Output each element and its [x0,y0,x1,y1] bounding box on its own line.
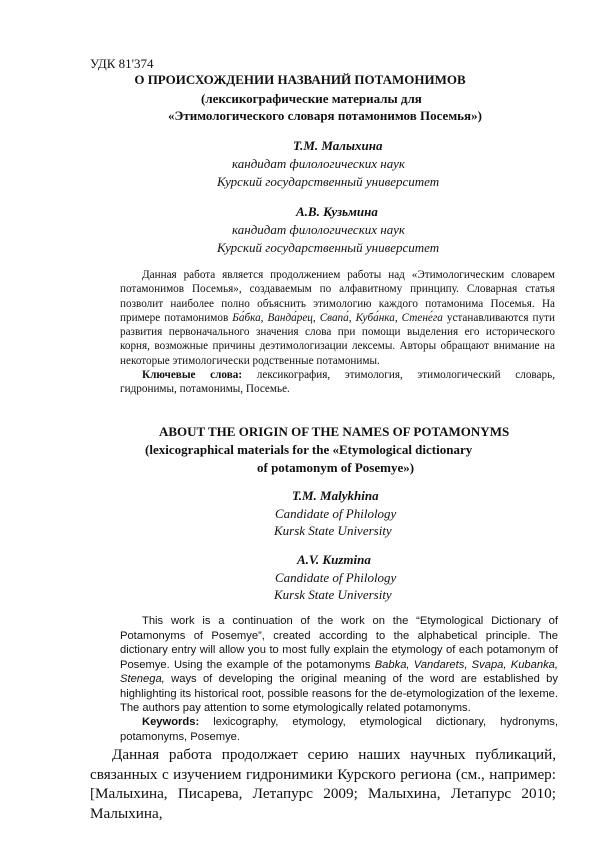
en-abstract [120,614,558,716]
en-subtitle-line-1: (lexicographical materials for the «Etymological dictionary [145,442,473,457]
ru-keywords-text: лексикография, этимология, этимологический словарь, гидронимы, потамонимы, Посемье. [120,369,556,396]
en-author-2-affiliation: Kursk State University [274,587,392,602]
ru-abstract-text-2: устанавливаются пути развития первоначального значения слова при помощи выделения его исторического корня, возможные причины деэтимологизации лексемы. Авторы обращают внимание на некоторые этимологически родственные потамонимы. [120,311,555,367]
en-keywords-text: lexicography, etymology, etymological dictionary, hydronyms, potamonyms, Posemye. [120,716,558,743]
ru-subtitle-line-1: (лексикографические материалы для [201,91,422,106]
en-author-2-name: A.V. Kuzmina [297,552,371,567]
en-keywords-label: Keywords: [142,716,200,728]
en-abstract-potamonyms: Babka, Vandarets, Svapa, Kubanka, Stenega, [120,658,559,685]
en-title: ABOUT THE ORIGIN OF THE NAMES OF POTAMONYMS [159,424,510,439]
ru-abstract [120,268,555,368]
ru-abstract-text-1: Данная работа является продолжением работы над «Этимологическим словарем потамонимов Посемья», создаваемым по алфавитному принципу. Словарная статья позволит наиболее полно объяснить этимологию каждого потамонима Посемья. На примере потамонимов [120,269,555,324]
en-author-1-degree: Candidate of Philology [275,506,397,521]
ru-keywords-label: Ключевые слова: [142,369,243,381]
ru-abstract-potamonyms: Ба́бка, Ванда́рец, Свапа́, Куба́нка, Стене́га [232,311,443,324]
en-abstract-text-2: ways of developing the original meaning of the word are established by highlighting its historical root, possible reasons for the de-etymologization of the lexeme. The authors pay attention to some etymologically related potamonyms. [120,673,558,714]
ru-keywords [120,368,555,397]
en-abstract-text-1: This work is a continuation of the work on the “Etymological Dictionary of Potamonyms of Posemye”, created according to the alphabetical principle. The dictionary entry will allow you to most fully explain the etymology of each potamonym of Posemye. Using the example of the potamonyms [120,615,558,671]
ru-author-1-name: Т.М. Малыхина [293,138,383,153]
ru-author-2-name: А.В. Кузьмина [296,204,378,219]
ru-author-2-affiliation: Курский государственный университет [217,240,440,255]
body-paragraph: Данная работа продолжает серию наших научных публикаций, связанных с изучением гидронимики Курского региона (см., например: [Малыхина, Писарева, Летапурс 2009; Малыхина, Летапурс 2010; Малыхина, [90,746,556,822]
ru-subtitle-line-2: «Этимологического словаря потамонимов Посемья») [168,108,482,123]
ru-author-1-degree: кандидат филологических наук [232,156,405,171]
en-author-1-affiliation: Kursk State University [274,523,392,538]
en-author-1-name: T.M. Malykhina [292,488,379,503]
ru-author-1-affiliation: Курский государственный университет [217,174,440,189]
ru-title: О ПРОИСХОЖДЕНИИ НАЗВАНИЙ ПОТАМОНИМОВ [134,72,466,87]
udk-code: УДК 81'374 [90,56,154,71]
ru-author-2-degree: кандидат филологических наук [232,222,405,237]
en-author-2-degree: Candidate of Philology [275,570,397,585]
en-subtitle-line-2: of potamonym of Posemye») [257,460,415,475]
en-keywords [120,715,558,744]
